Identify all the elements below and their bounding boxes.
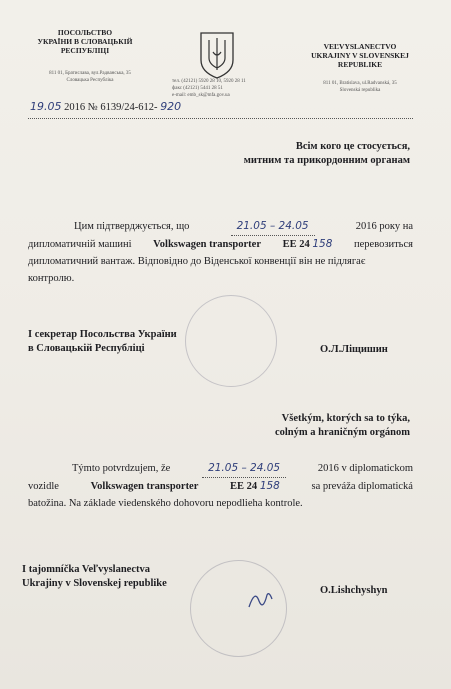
header-left-line-1: ПОСОЛЬСТВО: [57, 28, 113, 37]
ua-addressee-line-1: Всім кого це стосується,: [295, 141, 410, 152]
coat-of-arms-icon: [197, 30, 237, 80]
reference-line: [30, 100, 230, 118]
sk-p2-b: sa preváža diplomatická: [311, 481, 413, 492]
ref-handwritten-day: 19.05: [30, 100, 62, 113]
ua-car-model: Volkswagen transporter: [153, 239, 261, 250]
ref-printed: 2016 № 6139/24-612-: [64, 102, 158, 113]
header-right-line-1: VEĽVYSLANECTVO: [323, 42, 397, 51]
header-left-addr-2: Словацька Республіка: [66, 78, 114, 83]
ua-p1-b: 2016 року на: [355, 221, 413, 232]
ua-line-2: [28, 236, 413, 253]
ua-sign-title-2: в Словацькій Республіці: [28, 343, 145, 354]
sk-p1-a: Týmto potvrdzujem, že: [72, 463, 171, 474]
ua-line-1: [28, 218, 413, 236]
header-right-address: [280, 80, 440, 94]
ua-p3: дипломатичний вантаж. Відповідно до Віденської конвенції він не підлягає: [28, 256, 366, 267]
contact-fax: факс (42121) 5441 28 51: [172, 86, 223, 91]
header-left-address: [10, 70, 170, 84]
ua-plate: EE 24: [282, 239, 310, 250]
ua-addressee: [180, 140, 410, 168]
sk-signature-name: O.Lishchyshyn: [320, 585, 388, 596]
header-left-addr-1: 811 01, Братислава, вул.Радванська, 35: [49, 71, 131, 76]
header-right: [285, 42, 435, 69]
sk-car-model: Volkswagen transporter: [90, 481, 199, 492]
sk-addressee-line-2: colným a hraničným orgánom: [274, 427, 410, 438]
sk-p2-a: vozidle: [28, 481, 59, 492]
sk-plate-group: [230, 478, 280, 495]
ref-handwritten-no: 920: [160, 100, 182, 113]
header-left: [10, 28, 160, 55]
header-right-line-2: UKRAJINY V SLOVENSKEJ: [311, 51, 409, 60]
sk-p1-b: 2016 v diplomatickom: [317, 463, 413, 474]
contact-phone: тел. (42121) 5920 28 10, 5920 28 11: [172, 79, 246, 84]
header-contacts: [172, 78, 282, 99]
header-left-line-2: УКРАЇНИ В СЛОВАЦЬКІЙ: [37, 37, 133, 46]
sk-plate-handwritten: 158: [259, 480, 280, 492]
ua-seal-stamp: [185, 295, 277, 387]
ua-body: [28, 218, 413, 287]
sk-plate: EE 24: [230, 481, 258, 492]
ua-sign-title-1: I секретар Посольства України: [28, 329, 177, 340]
ua-addressee-line-2: митним та прикордонним органам: [243, 155, 410, 166]
ua-plate-group: [283, 236, 333, 253]
contact-email: e-mail: emb_sk@mfa.gov.ua: [172, 93, 230, 98]
sk-sign-title-2: Ukrajiny v Slovenskej republike: [22, 578, 167, 589]
sk-p3: batožina. Na základe viedenského dohovoru nepodlieha kontrole.: [28, 498, 303, 509]
signature-scribble-icon: [245, 585, 275, 615]
header-right-addr-1: 811 01, Bratislava, ul.Radvanská, 35: [323, 81, 397, 86]
sk-dates-handwritten: 21.05 – 24.05: [202, 460, 286, 478]
header-right-line-3: REPUBLIKE: [337, 60, 383, 69]
sk-addressee: [180, 412, 410, 440]
ua-signature-name: О.Л.Ліщишин: [320, 344, 388, 355]
header-divider: [28, 118, 413, 119]
header-right-addr-2: Slovenská republika: [339, 88, 381, 93]
ua-p4: контролю.: [28, 273, 75, 284]
ua-dates-handwritten: 21.05 – 24.05: [231, 218, 315, 236]
ua-p1-a: Цим підтверджується, що: [74, 221, 190, 232]
ua-plate-handwritten: 158: [312, 238, 333, 250]
ua-p2-b: перевозиться: [354, 239, 413, 250]
sk-line-1: [28, 460, 413, 478]
sk-line-2: [28, 478, 413, 495]
header-left-line-3: РЕСПУБЛІЦІ: [60, 46, 110, 55]
sk-sign-title-1: I tajomníčka Veľvyslanectva: [22, 564, 151, 575]
ua-p2-a: дипломатичній машині: [28, 239, 132, 250]
sk-addressee-line-1: Všetkým, ktorých sa to týka,: [281, 413, 410, 424]
sk-body: [28, 460, 413, 512]
